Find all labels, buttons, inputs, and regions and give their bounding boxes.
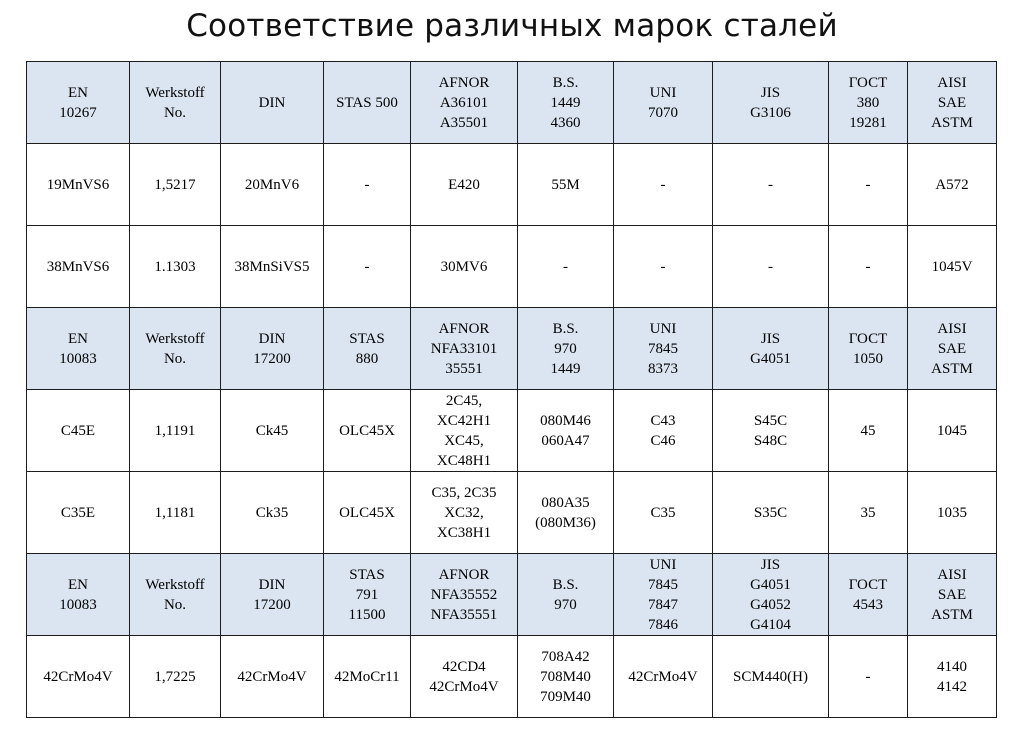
- header-cell: JIS G4051 G4052 G4104: [713, 554, 829, 636]
- table-cell: -: [829, 226, 908, 308]
- table-cell: 708A42 708M40 709M40: [518, 636, 614, 718]
- header-cell: Werkstoff No.: [130, 554, 221, 636]
- table-cell: -: [324, 144, 411, 226]
- table-cell: 1,5217: [130, 144, 221, 226]
- header-cell: UNI 7070: [614, 62, 713, 144]
- header-cell: AFNOR A36101 A35501: [411, 62, 518, 144]
- header-cell: ГОСТ 4543: [829, 554, 908, 636]
- header-cell: B.S. 1449 4360: [518, 62, 614, 144]
- table-cell: A572: [908, 144, 997, 226]
- header-cell: ГОСТ 1050: [829, 308, 908, 390]
- table-cell: OLC45X: [324, 390, 411, 472]
- table-cell: S45C S48C: [713, 390, 829, 472]
- table-cell: 1035: [908, 472, 997, 554]
- table-cell: 42CrMo4V: [614, 636, 713, 718]
- table-cell: 1045: [908, 390, 997, 472]
- table-cell: C35E: [27, 472, 130, 554]
- table-cell: -: [713, 226, 829, 308]
- table-cell: 1.1303: [130, 226, 221, 308]
- header-cell: AFNOR NFA35552 NFA35551: [411, 554, 518, 636]
- table-cell: -: [614, 144, 713, 226]
- header-cell: Werkstoff No.: [130, 308, 221, 390]
- table-cell: -: [614, 226, 713, 308]
- header-cell: DIN: [221, 62, 324, 144]
- table-cell: -: [713, 144, 829, 226]
- table-cell: S35C: [713, 472, 829, 554]
- table-cell: 080A35 (080M36): [518, 472, 614, 554]
- table-cell: C43 C46: [614, 390, 713, 472]
- table-row: [27, 636, 997, 718]
- table-cell: C45E: [27, 390, 130, 472]
- table-cell: 1,7225: [130, 636, 221, 718]
- table-cell: 1,1181: [130, 472, 221, 554]
- header-cell: DIN 17200: [221, 554, 324, 636]
- header-cell: AISI SAE ASTM: [908, 308, 997, 390]
- table-row: [27, 472, 997, 554]
- header-cell: DIN 17200: [221, 308, 324, 390]
- header-cell: AFNOR NFA33101 35551: [411, 308, 518, 390]
- table-header-row: [27, 308, 997, 390]
- header-cell: AISI SAE ASTM: [908, 62, 997, 144]
- header-cell: JIS G4051: [713, 308, 829, 390]
- table-cell: 38MnVS6: [27, 226, 130, 308]
- table-cell: 30MV6: [411, 226, 518, 308]
- table-cell: Ck35: [221, 472, 324, 554]
- table-header-row: [27, 554, 997, 636]
- table-cell: 1,1191: [130, 390, 221, 472]
- header-cell: B.S. 970: [518, 554, 614, 636]
- table-cell: E420: [411, 144, 518, 226]
- header-cell: EN 10083: [27, 308, 130, 390]
- header-cell: AISI SAE ASTM: [908, 554, 997, 636]
- header-cell: UNI 7845 7847 7846: [614, 554, 713, 636]
- table-row: [27, 144, 997, 226]
- table-cell: 38MnSiVS5: [221, 226, 324, 308]
- table-cell: 19MnVS6: [27, 144, 130, 226]
- table-cell: 20MnV6: [221, 144, 324, 226]
- header-cell: Werkstoff No.: [130, 62, 221, 144]
- table-cell: -: [324, 226, 411, 308]
- table-cell: 080M46 060A47: [518, 390, 614, 472]
- header-cell: STAS 880: [324, 308, 411, 390]
- table-cell: 42MoCr11: [324, 636, 411, 718]
- header-cell: B.S. 970 1449: [518, 308, 614, 390]
- table-cell: Ck45: [221, 390, 324, 472]
- header-cell: ГОСТ 380 19281: [829, 62, 908, 144]
- table-cell: SCM440(H): [713, 636, 829, 718]
- header-cell: EN 10267: [27, 62, 130, 144]
- table-row: [27, 390, 997, 472]
- table-header-row: [27, 62, 997, 144]
- table-cell: 42CD4 42CrMo4V: [411, 636, 518, 718]
- table-cell: 35: [829, 472, 908, 554]
- table-cell: C35: [614, 472, 713, 554]
- table-cell: OLC45X: [324, 472, 411, 554]
- table-row: [27, 226, 997, 308]
- table-cell: 1045V: [908, 226, 997, 308]
- header-cell: JIS G3106: [713, 62, 829, 144]
- steel-grades-table: [26, 61, 997, 718]
- header-cell: STAS 500: [324, 62, 411, 144]
- table-cell: -: [829, 636, 908, 718]
- table-cell: 42CrMo4V: [221, 636, 324, 718]
- table-cell: 2C45, XC42H1 XC45, XC48H1: [411, 390, 518, 472]
- table-cell: 45: [829, 390, 908, 472]
- table-cell: -: [829, 144, 908, 226]
- table-cell: C35, 2C35 XC32, XC38H1: [411, 472, 518, 554]
- table-cell: -: [518, 226, 614, 308]
- table-cell: 42CrMo4V: [27, 636, 130, 718]
- table-cell: 55M: [518, 144, 614, 226]
- header-cell: EN 10083: [27, 554, 130, 636]
- page-title: Соответствие различных марок сталей: [186, 8, 838, 44]
- table-cell: 4140 4142: [908, 636, 997, 718]
- header-cell: STAS 791 11500: [324, 554, 411, 636]
- header-cell: UNI 7845 8373: [614, 308, 713, 390]
